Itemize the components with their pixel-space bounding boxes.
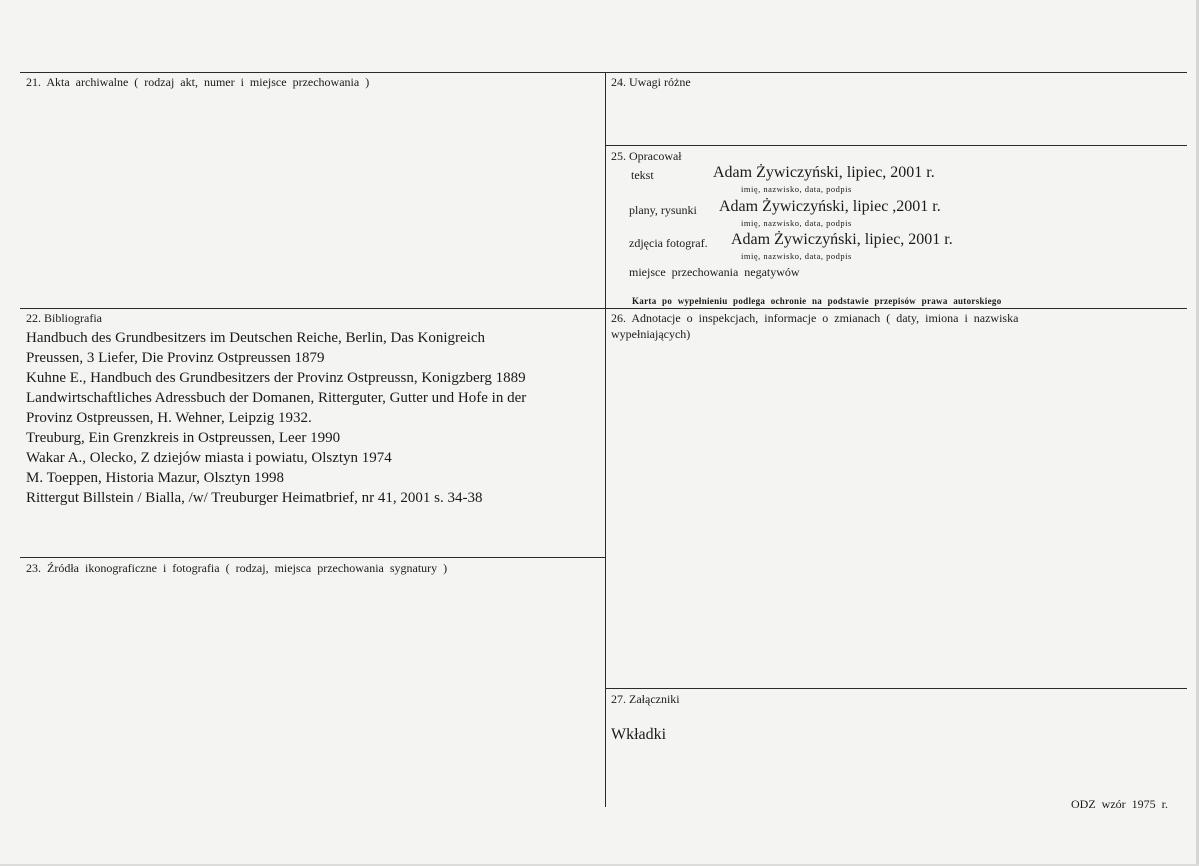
top-rule	[20, 72, 1187, 73]
negatives-label: miejsce przechowania negatywów	[629, 265, 800, 279]
section-27-title: 27. Załączniki	[611, 692, 680, 706]
author-row-label-text: tekst	[631, 168, 654, 182]
bibliography-entry: Preussen, 3 Liefer, Die Provinz Ostpreussen 1879	[26, 350, 325, 366]
section-22-title: 22. Bibliografia	[26, 311, 102, 325]
author-row-label-plans: plany, rysunki	[629, 203, 697, 217]
rule-24-25	[606, 145, 1187, 146]
author-row-value-photos: Adam Żywiczyński, lipiec, 2001 r.	[731, 231, 953, 248]
bibliography-entry: Provinz Ostpreussen, H. Wehner, Leipzig 1932.	[26, 410, 312, 426]
section-25-title: 25. Opracował	[611, 149, 682, 163]
author-row-value-plans: Adam Żywiczyński, lipiec ,2001 r.	[719, 198, 941, 215]
section-21-title: 21. Akta archiwalne ( rodzaj akt, numer i miejsce przechowania )	[26, 75, 370, 89]
bibliography-entry: Landwirtschaftliches Adressbuch der Domanen, Ritterguter, Gutter und Hofe in der	[26, 390, 527, 406]
author-row-label-photos: zdjęcia fotograf.	[629, 236, 708, 250]
attachments-value: Wkładki	[611, 726, 667, 743]
bibliography-entry: Wakar A., Olecko, Z dziejów miasta i powiatu, Olsztyn 1974	[26, 450, 392, 466]
bibliography-entry: Handbuch des Grundbesitzers im Deutschen Reiche, Berlin, Das Konigreich	[26, 330, 486, 346]
author-row-value-text: Adam Żywiczyński, lipiec, 2001 r.	[713, 164, 935, 181]
copyright-note: Karta po wypełnieniu podlega ochronie na podstawie przepisów prawa autorskiego	[632, 296, 1002, 306]
rule-26-27	[606, 688, 1187, 689]
bibliography-entry: M. Toeppen, Historia Mazur, Olsztyn 1998	[26, 470, 285, 486]
bibliography-entry: Rittergut Billstein / Bialla, /w/ Treuburger Heimatbrief, nr 41, 2001 s. 34-38	[26, 490, 483, 506]
rule-21-22	[20, 308, 1187, 309]
section-26-title: 26. Adnotacje o inspekcjach, informacje o zmianach ( daty, imiona i nazwiska	[611, 311, 1019, 325]
author-hint: imię, nazwisko, data, podpis	[741, 218, 852, 228]
bibliography-entry: Treuburg, Ein Grenzkreis in Ostpreussen, Leer 1990	[26, 430, 341, 446]
author-hint: imię, nazwisko, data, podpis	[741, 184, 852, 194]
author-hint: imię, nazwisko, data, podpis	[741, 251, 852, 261]
section-24-title: 24. Uwagi różne	[611, 75, 691, 89]
bibliography-entry: Kuhne E., Handbuch des Grundbesitzers der Provinz Ostpreussn, Konigzberg 1889	[26, 370, 526, 386]
rule-22-23	[20, 557, 606, 558]
section-23-title: 23. Źródła ikonograficzne i fotografia ( rodzaj, miejsca przechowania sygnatury )	[26, 561, 448, 575]
section-26-title-cont: wypełniających)	[611, 327, 691, 341]
form-id: ODZ wzór 1975 r.	[1071, 797, 1168, 811]
bibliography-list	[26, 328, 606, 508]
